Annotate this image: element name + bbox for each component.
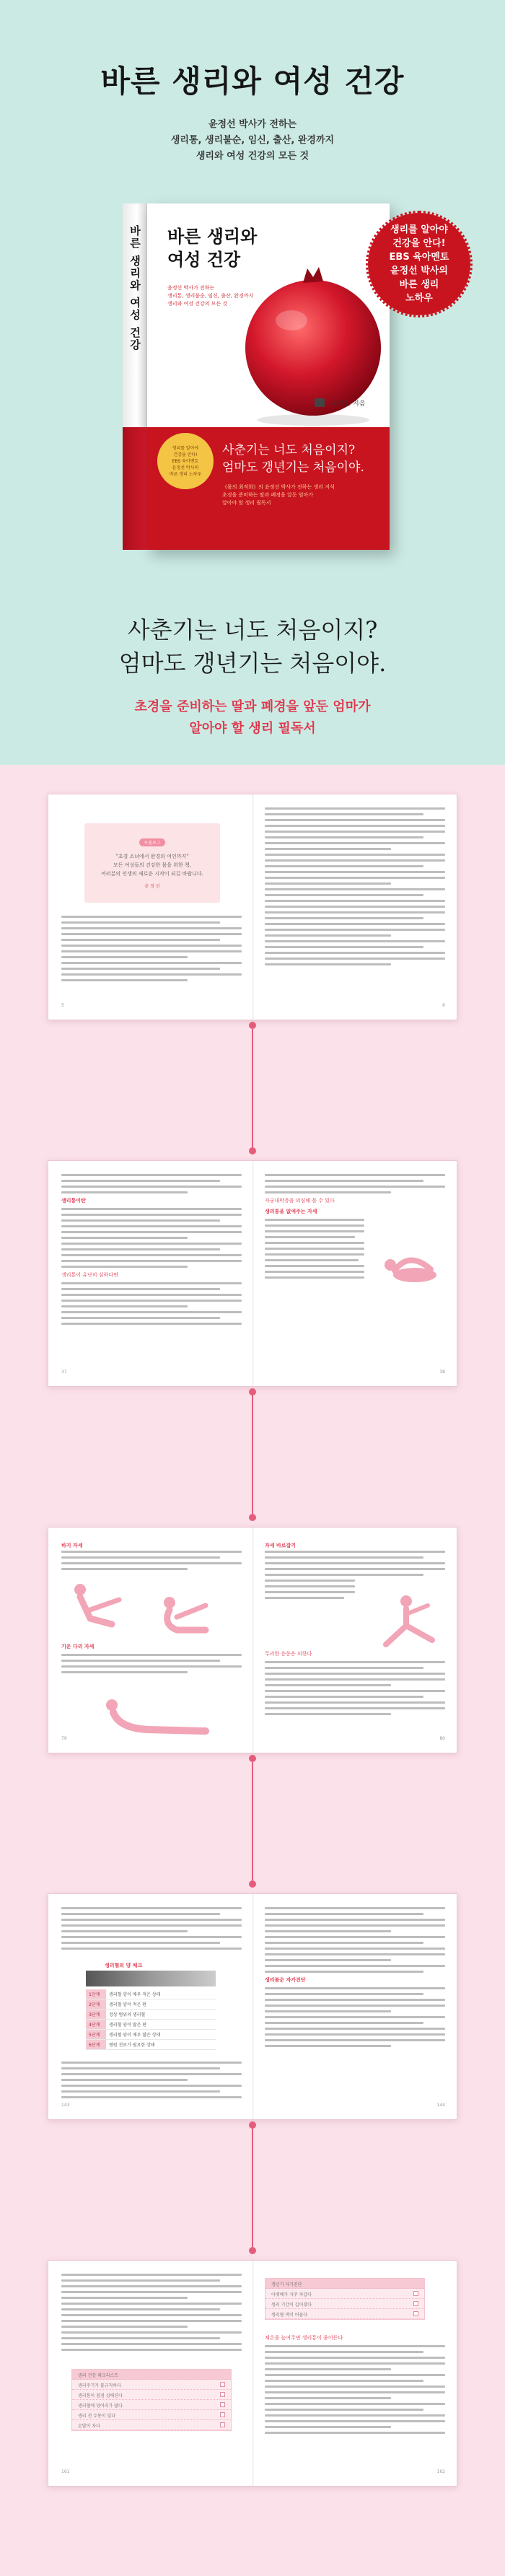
book-sticker-line: 건강을 안다! (173, 452, 198, 457)
checklist-box (265, 2278, 425, 2320)
checklist-item[interactable] (72, 2400, 231, 2410)
page-body-text (61, 1642, 242, 1677)
table-cell: 5단계 (86, 2030, 106, 2040)
checkbox-icon[interactable] (220, 2412, 225, 2417)
table-cell: 정상 범위의 생리혈 (106, 2010, 216, 2020)
checklist-item-label: 생리 기간이 길어졌다 (271, 2303, 312, 2308)
table-heading: 생리혈의 양 체크 (105, 1963, 143, 1968)
badge-line: 생리를 알아야 (390, 224, 448, 235)
hero-title: 바른 생리와 여성 건강 (100, 63, 405, 99)
checklist-item[interactable] (72, 2410, 231, 2420)
page-body-text (61, 1907, 242, 1953)
badge-line: 윤정선 박사의 (390, 266, 448, 276)
page-body-text (61, 2062, 242, 2102)
book-spine (123, 203, 147, 550)
prologue-quote-line: 모든 여성들의 건강한 몸을 위한 책, (113, 862, 192, 868)
table-cell: 1단계 (86, 1989, 106, 1999)
book-small-line: 생리와 여성 건강의 모든 것 (167, 301, 228, 307)
book-cover-lead-line: 사춘기는 너도 처음이지? (222, 443, 356, 457)
section-heading: 생리불순 자가진단 (265, 1977, 306, 1983)
hero-tagline (0, 696, 505, 740)
promo-badge (368, 213, 470, 315)
book-cover-small-line: 《몸의 최적화》의 윤정선 박사가 전하는 생리 지식 (222, 484, 335, 490)
table-row (86, 2020, 216, 2030)
pomegranate-illustration (234, 255, 390, 429)
book-title-line: 바른 생리와 (167, 226, 258, 247)
hero-subtitle-line: 생리와 여성 건강의 모든 것 (196, 151, 309, 162)
sample-spread-1 (48, 794, 457, 1020)
page-number: 162 (436, 2469, 445, 2474)
checkbox-icon[interactable] (220, 2392, 225, 2397)
book-cover-small (222, 483, 335, 507)
checkbox-icon[interactable] (413, 2301, 418, 2306)
page-number: 5 (61, 1003, 64, 1008)
table-row (86, 2010, 216, 2020)
checklist-header (265, 2279, 424, 2289)
prologue-tag: 프롤로그 (139, 838, 164, 846)
checklist-item[interactable] (265, 2299, 424, 2309)
table-row (86, 1999, 216, 2010)
sample-spread-3 (48, 1527, 457, 1753)
table-row (86, 1989, 216, 1999)
table-row (86, 2030, 216, 2040)
table-cell: 생리혈 양이 많은 편 (106, 2020, 216, 2030)
section-heading: 기운 다리 자세 (61, 1644, 95, 1650)
page-number: 143 (61, 2103, 70, 2108)
spread-page-left (61, 1174, 242, 1377)
checkbox-icon[interactable] (413, 2291, 418, 2296)
hero-subtitle (0, 117, 505, 165)
checklist-title: 생리 건강 체크리스트 (78, 2373, 118, 2378)
badge-ring-icon (366, 211, 473, 317)
spread-page-right (265, 2274, 445, 2477)
prologue-signature: 윤 정 선 (144, 884, 160, 889)
hero-tagline-line: 초경을 준비하는 딸과 폐경을 앞둔 엄마가 (134, 699, 371, 714)
spread-gutter (252, 1161, 254, 1386)
page-body-text (61, 1551, 242, 1574)
book-sticker-line: 생리를 알아야 (172, 445, 199, 451)
spread-page-left (61, 1907, 242, 2111)
blood-volume-table (86, 1989, 216, 2050)
page-number: 6 (442, 1003, 445, 1008)
table-cell: 6단계 (86, 2040, 106, 2050)
yoga-figure-icon (373, 1243, 445, 1301)
stretch-figures-icon (61, 1574, 242, 1639)
book-sticker-line: 윤정선 박사의 (172, 465, 199, 470)
page-number: 144 (436, 2103, 445, 2108)
checklist-title: 갱년기 자가진단 (271, 2282, 302, 2287)
hero-subtitle-line: 윤정선 박사가 전하는 (208, 119, 297, 130)
page-number: 79 (61, 1736, 67, 1741)
table-cell: 병원 진료가 필요한 상태 (106, 2040, 216, 2050)
book-spine-red (123, 427, 147, 550)
prologue-quote-box (84, 823, 220, 903)
checklist-item-label: 생리주기가 불규칙하다 (78, 2383, 121, 2388)
hero-subtitle-line: 생리통, 생리불순, 임신, 출산, 완경까지 (170, 135, 335, 146)
page-body-text (61, 916, 242, 985)
spread-connector (249, 2121, 256, 2254)
spine-title: 바른 생리와 여성 건강 (128, 225, 141, 351)
checklist-item-label: 생리혈에 덩어리가 많다 (78, 2404, 123, 2409)
book-cover-small-line: 초경을 준비하는 딸과 폐경을 앞둔 엄마가 (222, 492, 314, 498)
page-number: 80 (439, 1736, 445, 1741)
book-cover-lead-line: 엄마도 갱년기는 처음이야. (222, 460, 364, 475)
table-cell: 4단계 (86, 2020, 106, 2030)
book-sticker-line: EBS 육아멘토 (172, 458, 199, 464)
book-cover (123, 203, 390, 550)
page-number: 38 (439, 1370, 445, 1375)
book-sticker-line: 바른 생리 노하우 (169, 471, 202, 477)
checklist-item[interactable] (72, 2390, 231, 2400)
lunge-figure-icon (366, 1593, 445, 1650)
table-cell: 생리혈 양이 매우 많은 상태 (106, 2030, 216, 2040)
table-cell: 생리혈 양이 매우 적은 상태 (106, 1989, 216, 1999)
checklist-item[interactable] (265, 2309, 424, 2319)
checkbox-icon[interactable] (220, 2422, 225, 2427)
sample-pages-section (0, 765, 505, 2576)
spread-page-left (61, 807, 242, 1011)
sample-spread-4 (48, 1893, 457, 2120)
hero-section (0, 0, 505, 765)
checklist-item-label: 생리통이 점점 심해진다 (78, 2393, 123, 2398)
section-heading: 생리통을 없애주는 자세 (265, 1209, 317, 1214)
publisher-logo-icon (315, 398, 325, 407)
checklist-item-label: 손발이 차다 (78, 2424, 100, 2429)
spread-page-right (265, 1907, 445, 2111)
badge-line: 노하우 (405, 293, 433, 304)
section-heading: 하지 자세 (61, 1543, 83, 1548)
checklist-item-label: 생리혈 색이 어둡다 (271, 2313, 308, 2318)
badge-line: EBS 육아멘토 (389, 252, 449, 263)
spread-gutter (252, 1894, 254, 2119)
checkbox-icon[interactable] (413, 2311, 418, 2316)
spread-page-left (61, 2274, 242, 2477)
book-cover-sticker (157, 433, 214, 489)
spread-gutter (252, 1528, 254, 1753)
book-small-line: 윤정선 박사가 전하는 (167, 285, 215, 291)
sample-spread-2 (48, 1160, 457, 1387)
badge-line: 건강을 안다! (392, 238, 446, 249)
blood-color-scale (86, 1971, 216, 1986)
hero-lead-line: 엄마도 갱년기는 처음이야. (118, 649, 387, 677)
hero-lead-line: 사춘기는 너도 처음이지? (127, 616, 378, 644)
book-small-line: 생리통, 생리불순, 임신, 출산, 완경까지 (167, 293, 254, 299)
page-number: 37 (61, 1370, 67, 1375)
sample-spread-5 (48, 2260, 457, 2487)
table-cell: 3단계 (86, 2010, 106, 2020)
page-body-text (265, 1907, 445, 2051)
spread-gutter (252, 794, 254, 1020)
checkbox-icon[interactable] (220, 2382, 225, 2387)
checklist-header (72, 2370, 231, 2380)
table-row (86, 2040, 216, 2050)
spread-connector (249, 1755, 256, 1888)
pink-note: 무리한 운동은 피한다 (265, 1651, 312, 1657)
prologue-quote-line: 여러분의 인생의 새로운 시작이 되길 바랍니다. (101, 871, 203, 877)
page-body-text (265, 2333, 445, 2437)
spread-page-left (61, 1541, 242, 1744)
page-body-text (265, 807, 445, 969)
checklist-item-label: 아랫배가 자주 차갑다 (271, 2292, 312, 2297)
pink-note: 체온을 높여주면 생리통이 줄어든다 (265, 2335, 343, 2341)
badge-line: 바른 생리 (399, 279, 439, 290)
checklist-item[interactable] (72, 2420, 231, 2430)
spread-connector (249, 1388, 256, 1521)
book-cover-lead (222, 442, 364, 476)
table-cell: 2단계 (86, 1999, 106, 2010)
book-red-band (147, 427, 390, 550)
spread-page-right (265, 807, 445, 1011)
cobra-pose-icon (90, 1694, 213, 1737)
book-cover-small-line: 알아야 할 생리 필독서 (222, 500, 271, 506)
hero-tagline-line: 알아야 할 생리 필독서 (189, 721, 316, 736)
spread-connector (249, 1022, 256, 1155)
spread-gutter (252, 2261, 254, 2486)
book-author: 윤정선 지음 (332, 400, 366, 408)
checklist-box (71, 2369, 232, 2431)
pink-note: 자궁내막증을 의심해 볼 수 있다 (265, 1198, 335, 1204)
hero-lead (0, 613, 505, 680)
book-title-line: 여성 건강 (167, 249, 241, 270)
page-body-text (265, 1649, 445, 1719)
page-body-text (61, 2274, 242, 2354)
checklist-item[interactable] (72, 2380, 231, 2390)
section-heading: 자세 바로잡기 (265, 1543, 297, 1548)
page-number: 161 (61, 2469, 70, 2474)
checklist-item-label: 생리 전 두통이 있다 (78, 2414, 116, 2419)
spread-page-right (265, 1541, 445, 1744)
page-body-text (61, 1174, 242, 1328)
section-heading: 생리통이란 (61, 1198, 86, 1204)
checklist-item[interactable] (265, 2289, 424, 2299)
spread-page-right (265, 1174, 445, 1377)
book-front (147, 203, 390, 550)
checkbox-icon[interactable] (220, 2402, 225, 2407)
table-cell: 생리혈 양이 적은 편 (106, 1999, 216, 2010)
prologue-quote-line: "초경 소녀에서 완경의 여인까지" (115, 854, 189, 859)
pink-note: 생리통이 유난히 심하다면 (61, 1272, 118, 1278)
